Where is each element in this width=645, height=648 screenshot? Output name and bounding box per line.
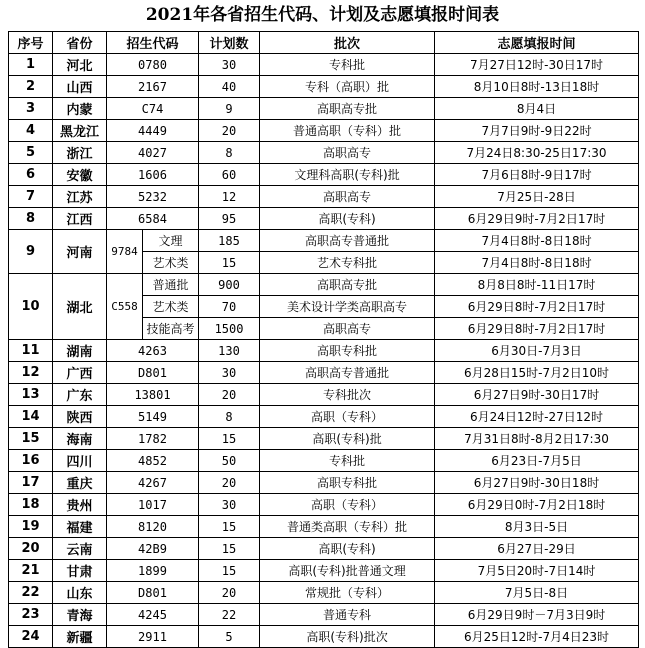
row-plan: 20 bbox=[199, 384, 260, 406]
table-row bbox=[9, 384, 639, 406]
row-plan: 30 bbox=[199, 54, 260, 76]
row-time: 7月24日8:30-25日17:30 bbox=[435, 142, 639, 164]
row-batch: 高职(专科) bbox=[260, 538, 435, 560]
row-batch: 高职专科批 bbox=[260, 472, 435, 494]
row-plan: 1500 bbox=[199, 318, 260, 340]
row-code: 2167 bbox=[107, 76, 199, 98]
row-no: 3 bbox=[9, 98, 53, 120]
row-batch: 专科批次 bbox=[260, 384, 435, 406]
row-code: 2911 bbox=[107, 626, 199, 648]
admission-table bbox=[8, 31, 639, 648]
row-no: 4 bbox=[9, 120, 53, 142]
table-row bbox=[9, 516, 639, 538]
row-code: D801 bbox=[107, 362, 199, 384]
row-plan: 12 bbox=[199, 186, 260, 208]
row-no: 24 bbox=[9, 626, 53, 648]
row-time: 6月30日-7月3日 bbox=[435, 340, 639, 362]
row-plan: 30 bbox=[199, 494, 260, 516]
row-code: 4245 bbox=[107, 604, 199, 626]
row-no: 10 bbox=[9, 274, 53, 340]
row-province: 海南 bbox=[53, 428, 107, 450]
row-code: 4027 bbox=[107, 142, 199, 164]
row-no: 9 bbox=[9, 230, 53, 274]
row-code: C74 bbox=[107, 98, 199, 120]
header-province: 省份 bbox=[53, 32, 107, 54]
row-code: 9784 bbox=[107, 230, 143, 274]
header-row bbox=[9, 32, 639, 54]
row-batch: 高职高专普通批 bbox=[260, 230, 435, 252]
row-code: 4449 bbox=[107, 120, 199, 142]
row-batch: 高职高专 bbox=[260, 142, 435, 164]
row-time: 6月29日8时-7月2日17时 bbox=[435, 318, 639, 340]
row-plan: 15 bbox=[199, 252, 260, 274]
row-batch: 高职高专 bbox=[260, 318, 435, 340]
row-plan: 15 bbox=[199, 560, 260, 582]
row-plan: 9 bbox=[199, 98, 260, 120]
row-province: 内蒙 bbox=[53, 98, 107, 120]
row-time: 6月25日12时-7月4日23时 bbox=[435, 626, 639, 648]
row-time: 8月3日-5日 bbox=[435, 516, 639, 538]
row-no: 12 bbox=[9, 362, 53, 384]
row-batch: 普通专科 bbox=[260, 604, 435, 626]
row-batch: 专科批 bbox=[260, 450, 435, 472]
row-time: 6月28日15时-7月2日10时 bbox=[435, 362, 639, 384]
table-row bbox=[9, 560, 639, 582]
row-plan: 5 bbox=[199, 626, 260, 648]
table-row bbox=[9, 76, 639, 98]
row-time: 7月31日8时-8月2日17:30 bbox=[435, 428, 639, 450]
row-no: 22 bbox=[9, 582, 53, 604]
table-row bbox=[9, 582, 639, 604]
row-province: 河南 bbox=[53, 230, 107, 274]
row-province: 四川 bbox=[53, 450, 107, 472]
row-code: 1017 bbox=[107, 494, 199, 516]
header-batch: 批次 bbox=[260, 32, 435, 54]
row-no: 20 bbox=[9, 538, 53, 560]
row-plan: 8 bbox=[199, 142, 260, 164]
table-row bbox=[9, 230, 639, 252]
row-province: 广东 bbox=[53, 384, 107, 406]
row-code: 4267 bbox=[107, 472, 199, 494]
row-batch: 高职(专科)批次 bbox=[260, 626, 435, 648]
table-row bbox=[9, 626, 639, 648]
row-code: D801 bbox=[107, 582, 199, 604]
row-province: 湖南 bbox=[53, 340, 107, 362]
row-province: 江苏 bbox=[53, 186, 107, 208]
row-plan: 50 bbox=[199, 450, 260, 472]
table-row bbox=[9, 362, 639, 384]
table-row bbox=[9, 142, 639, 164]
row-batch: 常规批（专科） bbox=[260, 582, 435, 604]
row-time: 8月10日8时-13日18时 bbox=[435, 76, 639, 98]
row-province: 云南 bbox=[53, 538, 107, 560]
row-subtype: 普通批 bbox=[143, 274, 199, 296]
row-subtype: 艺术类 bbox=[143, 252, 199, 274]
row-plan: 15 bbox=[199, 516, 260, 538]
row-no: 13 bbox=[9, 384, 53, 406]
row-province: 陕西 bbox=[53, 406, 107, 428]
table-row bbox=[9, 472, 639, 494]
row-time: 7月27日12时-30日17时 bbox=[435, 54, 639, 76]
row-subtype: 技能高考 bbox=[143, 318, 199, 340]
row-time: 7月5日20时-7日14时 bbox=[435, 560, 639, 582]
table-body bbox=[9, 54, 639, 648]
row-time: 6月24日12时-27日12时 bbox=[435, 406, 639, 428]
row-province: 山西 bbox=[53, 76, 107, 98]
row-no: 19 bbox=[9, 516, 53, 538]
row-plan: 130 bbox=[199, 340, 260, 362]
row-time: 6月27日9时-30日17时 bbox=[435, 384, 639, 406]
row-code: 8120 bbox=[107, 516, 199, 538]
row-code: 6584 bbox=[107, 208, 199, 230]
table-row bbox=[9, 450, 639, 472]
table-row bbox=[9, 340, 639, 362]
row-time: 7月7日9时-9日22时 bbox=[435, 120, 639, 142]
row-time: 7月25日-28日 bbox=[435, 186, 639, 208]
row-batch: 高职高专批 bbox=[260, 274, 435, 296]
row-code: 1782 bbox=[107, 428, 199, 450]
row-plan: 60 bbox=[199, 164, 260, 186]
row-time: 7月4日8时-8日18时 bbox=[435, 230, 639, 252]
row-plan: 40 bbox=[199, 76, 260, 98]
row-province: 江西 bbox=[53, 208, 107, 230]
row-batch: 高职(专科)批 bbox=[260, 428, 435, 450]
row-code: 42B9 bbox=[107, 538, 199, 560]
row-code: 13801 bbox=[107, 384, 199, 406]
table-row bbox=[9, 120, 639, 142]
row-code: 1899 bbox=[107, 560, 199, 582]
table-row bbox=[9, 494, 639, 516]
table-row bbox=[9, 538, 639, 560]
row-no: 14 bbox=[9, 406, 53, 428]
table-title: 2021年各省招生代码、计划及志愿填报时间表 bbox=[145, 5, 500, 25]
row-province: 浙江 bbox=[53, 142, 107, 164]
table-row bbox=[9, 428, 639, 450]
row-province: 新疆 bbox=[53, 626, 107, 648]
row-no: 8 bbox=[9, 208, 53, 230]
header-time: 志愿填报时间 bbox=[435, 32, 639, 54]
row-batch: 高职(专科) bbox=[260, 208, 435, 230]
row-code: C558 bbox=[107, 274, 143, 340]
row-time: 6月27日-29日 bbox=[435, 538, 639, 560]
row-no: 7 bbox=[9, 186, 53, 208]
row-no: 6 bbox=[9, 164, 53, 186]
row-batch: 艺术专科批 bbox=[260, 252, 435, 274]
row-province: 青海 bbox=[53, 604, 107, 626]
table-row bbox=[9, 274, 639, 296]
row-no: 17 bbox=[9, 472, 53, 494]
row-code: 4263 bbox=[107, 340, 199, 362]
row-code: 5149 bbox=[107, 406, 199, 428]
row-plan: 95 bbox=[199, 208, 260, 230]
row-province: 广西 bbox=[53, 362, 107, 384]
row-batch: 高职（专科） bbox=[260, 406, 435, 428]
table-row bbox=[9, 164, 639, 186]
row-plan: 20 bbox=[199, 472, 260, 494]
row-plan: 20 bbox=[199, 120, 260, 142]
row-plan: 22 bbox=[199, 604, 260, 626]
row-batch: 普通类高职（专科）批 bbox=[260, 516, 435, 538]
row-plan: 15 bbox=[199, 538, 260, 560]
row-code: 1606 bbox=[107, 164, 199, 186]
row-province: 甘肃 bbox=[53, 560, 107, 582]
row-no: 21 bbox=[9, 560, 53, 582]
row-plan: 15 bbox=[199, 428, 260, 450]
row-batch: 高职高专 bbox=[260, 186, 435, 208]
row-time: 7月6日8时-9日17时 bbox=[435, 164, 639, 186]
row-time: 6月29日0时-7月2日18时 bbox=[435, 494, 639, 516]
table-row bbox=[9, 54, 639, 76]
row-batch: 高职高专普通批 bbox=[260, 362, 435, 384]
row-no: 2 bbox=[9, 76, 53, 98]
header-no: 序号 bbox=[9, 32, 53, 54]
row-no: 23 bbox=[9, 604, 53, 626]
row-code: 0780 bbox=[107, 54, 199, 76]
row-province: 安徽 bbox=[53, 164, 107, 186]
row-batch: 普通高职（专科）批 bbox=[260, 120, 435, 142]
row-batch: 高职高专批 bbox=[260, 98, 435, 120]
row-no: 16 bbox=[9, 450, 53, 472]
row-plan: 20 bbox=[199, 582, 260, 604]
row-batch: 高职(专科)批普通文理 bbox=[260, 560, 435, 582]
row-time: 6月29日9时-7月2日17时 bbox=[435, 208, 639, 230]
row-province: 贵州 bbox=[53, 494, 107, 516]
row-plan: 185 bbox=[199, 230, 260, 252]
row-province: 湖北 bbox=[53, 274, 107, 340]
row-batch: 专科批 bbox=[260, 54, 435, 76]
row-time: 7月5日-8日 bbox=[435, 582, 639, 604]
row-plan: 900 bbox=[199, 274, 260, 296]
table-row bbox=[9, 406, 639, 428]
table-row bbox=[9, 208, 639, 230]
row-time: 8月4日 bbox=[435, 98, 639, 120]
row-subtype: 艺术类 bbox=[143, 296, 199, 318]
row-subtype: 文理 bbox=[143, 230, 199, 252]
row-batch: 高职专科批 bbox=[260, 340, 435, 362]
row-batch: 文理科高职(专科)批 bbox=[260, 164, 435, 186]
row-province: 黑龙江 bbox=[53, 120, 107, 142]
row-batch: 专科（高职）批 bbox=[260, 76, 435, 98]
header-code: 招生代码 bbox=[107, 32, 199, 54]
row-time: 6月27日9时-30日18时 bbox=[435, 472, 639, 494]
row-plan: 8 bbox=[199, 406, 260, 428]
row-no: 11 bbox=[9, 340, 53, 362]
row-batch: 高职（专科） bbox=[260, 494, 435, 516]
row-no: 1 bbox=[9, 54, 53, 76]
row-batch: 美术设计学类高职高专 bbox=[260, 296, 435, 318]
row-code: 5232 bbox=[107, 186, 199, 208]
row-province: 重庆 bbox=[53, 472, 107, 494]
row-province: 福建 bbox=[53, 516, 107, 538]
table-row bbox=[9, 186, 639, 208]
row-no: 5 bbox=[9, 142, 53, 164]
table-row bbox=[9, 604, 639, 626]
row-time: 6月29日8时-7月2日17时 bbox=[435, 296, 639, 318]
row-plan: 70 bbox=[199, 296, 260, 318]
row-time: 6月29日9时－7月3日9时 bbox=[435, 604, 639, 626]
row-province: 山东 bbox=[53, 582, 107, 604]
table-row bbox=[9, 98, 639, 120]
row-no: 15 bbox=[9, 428, 53, 450]
row-time: 7月4日8时-8日18时 bbox=[435, 252, 639, 274]
row-code: 4852 bbox=[107, 450, 199, 472]
row-time: 8月8日8时-11日17时 bbox=[435, 274, 639, 296]
header-plan: 计划数 bbox=[199, 32, 260, 54]
row-time: 6月23日-7月5日 bbox=[435, 450, 639, 472]
row-plan: 30 bbox=[199, 362, 260, 384]
row-no: 18 bbox=[9, 494, 53, 516]
row-province: 河北 bbox=[53, 54, 107, 76]
